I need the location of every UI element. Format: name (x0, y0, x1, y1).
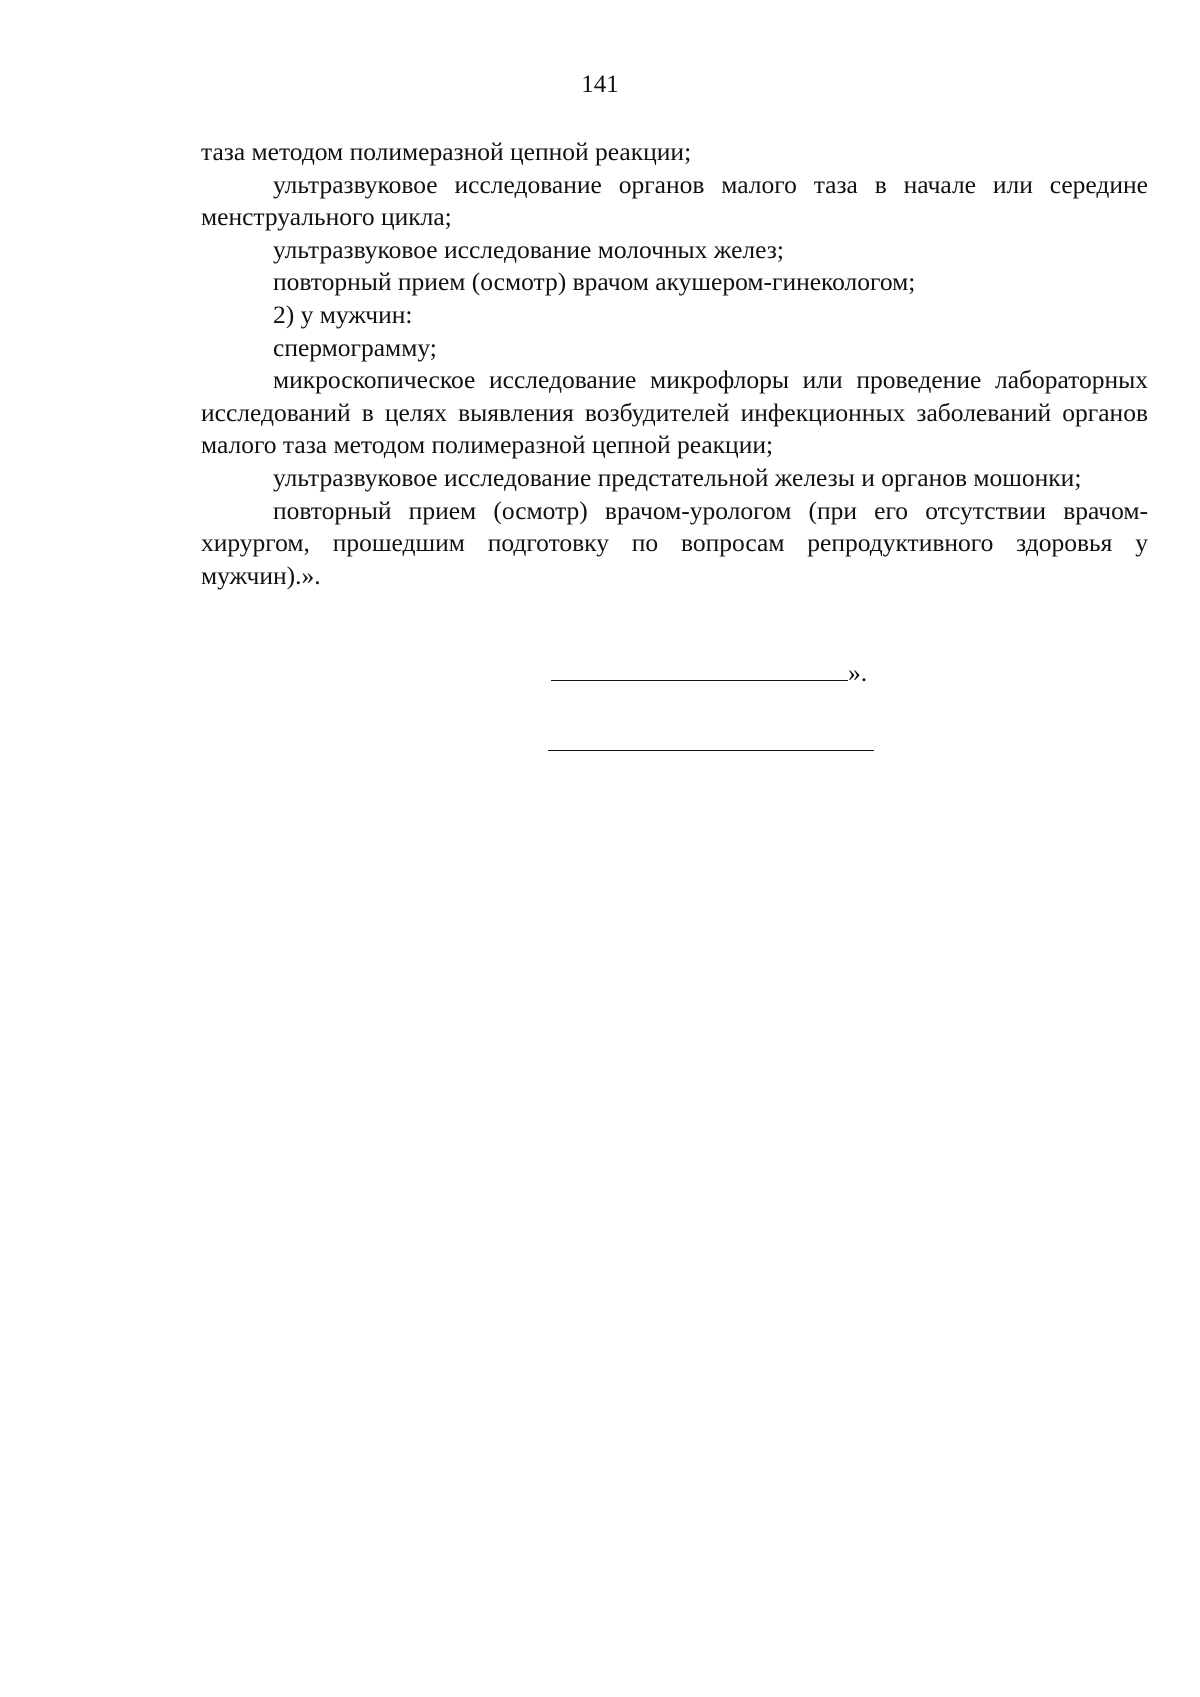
paragraph-urologist-followup: повторный прием (осмотр) врачом-урологом (при его отсутствии врачом-хирургом, прошедшим подготовку по вопросам репродуктивного здоровья у мужчин).». (201, 495, 1148, 590)
page-number: 141 (581, 71, 619, 98)
end-of-document-rule (548, 750, 874, 751)
paragraph-breast-ultrasound: ультразвуковое исследование молочных желез; (273, 234, 784, 264)
paragraph-pelvic-ultrasound: ультразвуковое исследование органов малого таза в начале или середине менструального цикла; (201, 169, 1148, 232)
paragraph-spermogram: спермограмму; (273, 332, 437, 362)
paragraph-men-heading: 2) у мужчин: (273, 299, 413, 329)
paragraph-continuation: таза методом полимеразной цепной реакции; (201, 137, 692, 166)
paragraph-microflora-test: микроскопическое исследование микрофлоры или проведение лабораторных исследований в целях выявления возбудителей инфекционных заболеваний органов малого таза методом полимеразной цепной реакции; (201, 365, 1148, 460)
document-body (201, 136, 1148, 592)
paragraph-gynecologist-followup: повторный прием (осмотр) врачом акушером-гинекологом; (273, 267, 916, 297)
paragraph-prostate-ultrasound: ультразвуковое исследование предстательной железы и органов мошонки; (273, 462, 1082, 492)
closing-quote-mark: ». (848, 658, 868, 687)
closing-line (551, 656, 867, 689)
closing-underline (551, 656, 848, 681)
